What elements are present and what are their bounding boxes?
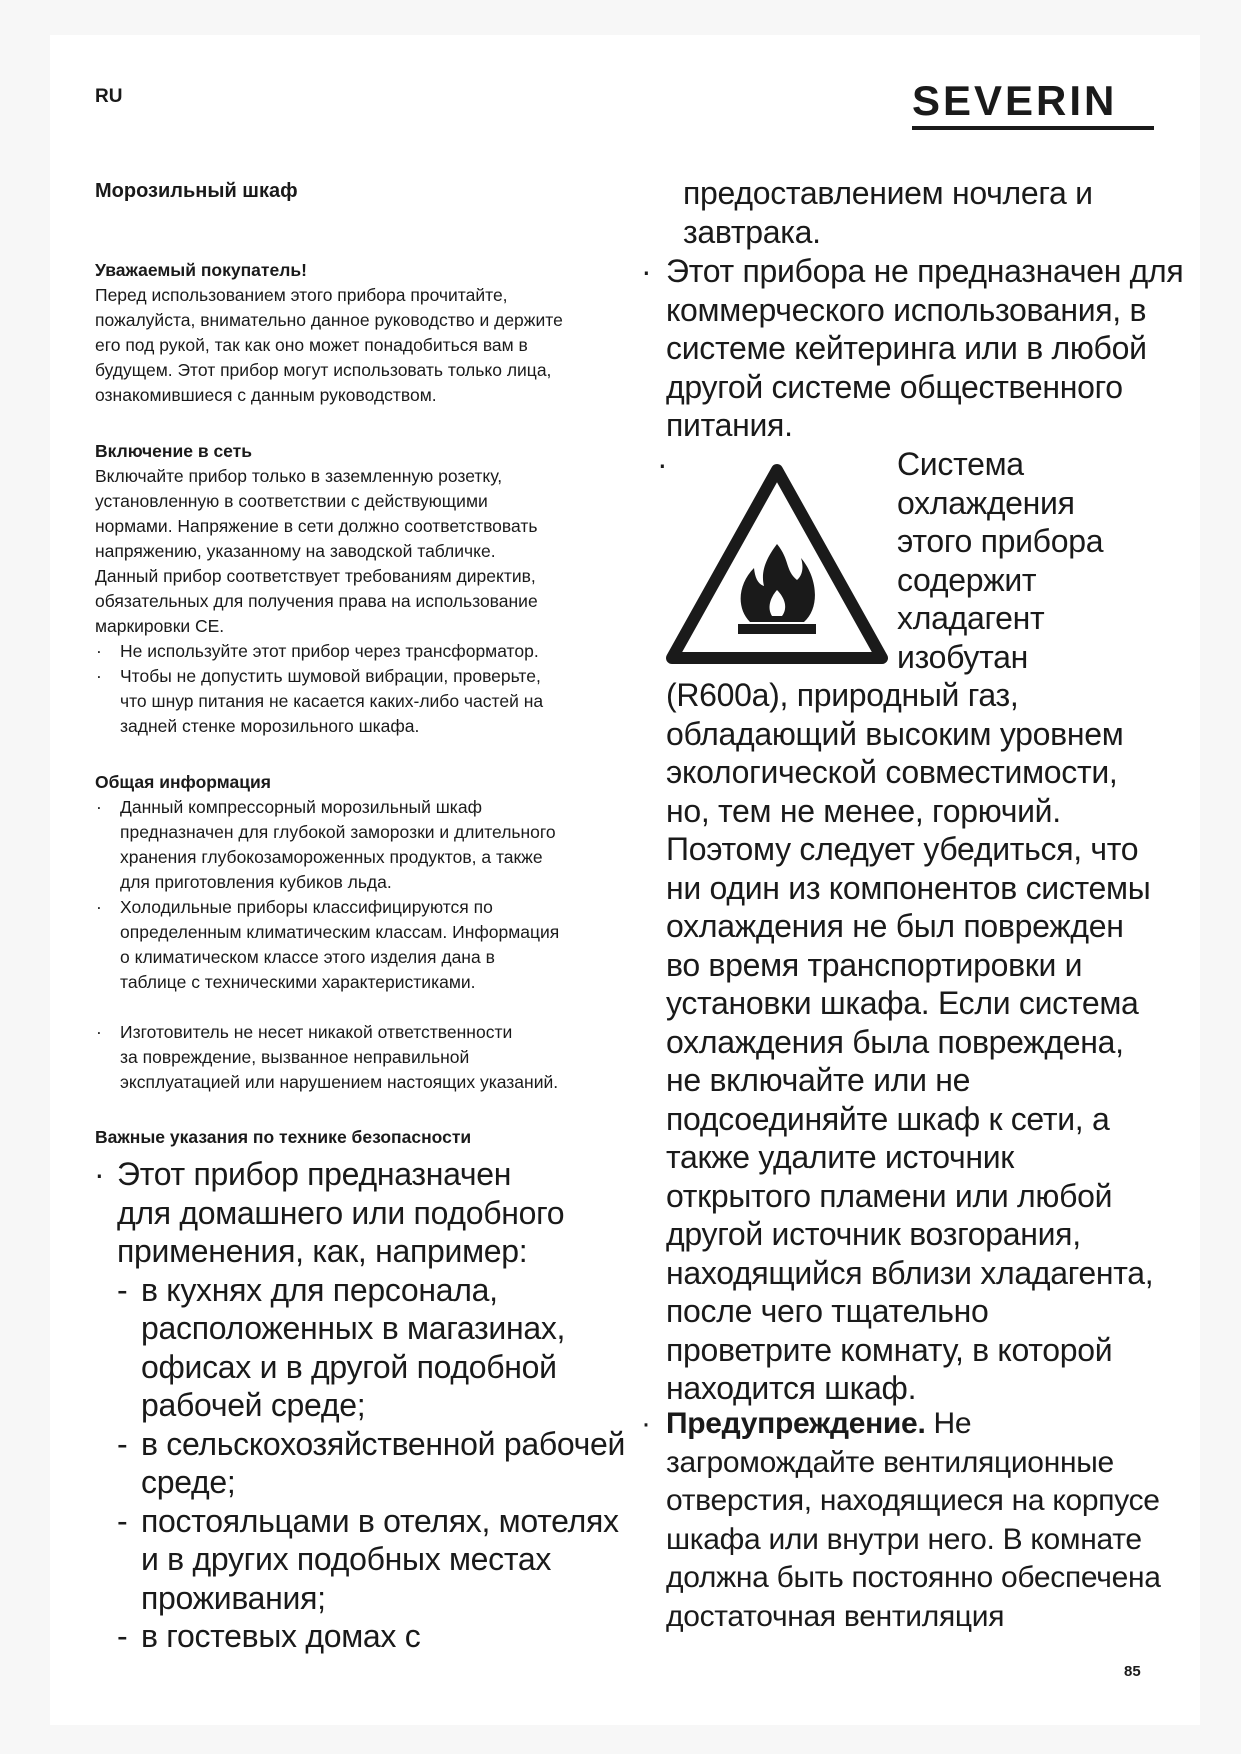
list-item bbox=[640, 1405, 1200, 1636]
usage-item bbox=[117, 1502, 653, 1618]
intro-line: для домашнего или подобного bbox=[117, 1194, 565, 1231]
refrigerant-line: во время транспортировки и bbox=[666, 946, 1083, 983]
usage-line: расположенных в магазинах, bbox=[141, 1310, 566, 1346]
power-section bbox=[95, 439, 615, 739]
power-bullets bbox=[95, 639, 615, 739]
list-item bbox=[95, 895, 615, 995]
warning-line: отверстия, находящиеся на корпусе bbox=[666, 1484, 1160, 1517]
usage-line: - постояльцами в отелях, мотелях bbox=[141, 1502, 619, 1539]
refrigerant-side-line: хладагент bbox=[897, 600, 1045, 636]
power-line: маркировки CE. bbox=[95, 616, 225, 636]
refrigerant-line: но, тем не менее, горючий. bbox=[666, 792, 1061, 829]
refrigerant-side-line: содержит bbox=[897, 561, 1037, 598]
bullet-line: эксплуатацией или нарушением настоящих указаний. bbox=[120, 1072, 559, 1092]
refrigerant-line: Поэтому следует убедиться, что bbox=[666, 831, 1139, 867]
refrigerant-side-line: этого прибора bbox=[897, 523, 1104, 559]
commercial-line: · Этот прибора не предназначен для bbox=[666, 253, 1184, 289]
usage-item bbox=[117, 1271, 653, 1425]
usage-line: рабочей среде; bbox=[141, 1387, 366, 1423]
refrigerant-line: установки шкафа. Если система bbox=[666, 985, 1139, 1021]
refrigerant-side-line: Система bbox=[897, 446, 1024, 482]
warning-label: Предупреждение. bbox=[666, 1407, 926, 1440]
usage-line: - в гостевых домах с bbox=[141, 1618, 421, 1654]
general-section bbox=[95, 770, 615, 1095]
power-line: напряжению, указанному на заводской табличке. bbox=[95, 541, 496, 561]
refrigerant-line: находится шкаф. bbox=[666, 1370, 917, 1406]
power-line: нормами. Напряжение в сети должно соответствовать bbox=[95, 516, 538, 536]
power-line: Данный прибор соответствует требованиям директив, bbox=[95, 566, 536, 586]
ventilation-warning bbox=[640, 1405, 1200, 1636]
refrigerant-line: открытого пламени или любой bbox=[666, 1177, 1113, 1214]
warning-line: шкафа или внутри него. В комнате bbox=[666, 1522, 1142, 1556]
brand-logo: SEVERIN bbox=[912, 80, 1154, 130]
warning-line: достаточная вентиляция bbox=[666, 1599, 1005, 1633]
refrigerant-bullet-mark: · bbox=[657, 446, 668, 482]
list-item bbox=[95, 639, 615, 664]
bullet-line: о климатическом классе этого изделия дана в bbox=[120, 947, 495, 967]
refrigerant-line: охлаждения была повреждена, bbox=[666, 1023, 1124, 1060]
bullet-line: · Данный компрессорный морозильный шкаф bbox=[120, 797, 482, 817]
commercial-line: другой системе общественного bbox=[666, 368, 1123, 405]
power-line: обязательных для получения права на использование bbox=[95, 591, 538, 611]
warning-first-rest: Не bbox=[925, 1407, 972, 1440]
list-item bbox=[93, 1155, 653, 1656]
safety-bullets bbox=[93, 1155, 653, 1656]
bullet-line: · Не используйте этот прибор через трансформатор. bbox=[120, 641, 539, 661]
refrigerant-line: обладающий высоким уровнем bbox=[666, 715, 1124, 752]
usage-line: и в других подобных местах bbox=[141, 1541, 552, 1577]
greeting-line: пожалуйста, внимательно данное руководство и держите bbox=[95, 310, 563, 330]
greeting-section bbox=[95, 258, 615, 408]
refrigerant-line: после чего тщательно bbox=[666, 1293, 989, 1329]
usage-line: - в кухнях для персонала, bbox=[141, 1271, 498, 1308]
refrigerant-line: также удалите источник bbox=[666, 1139, 1015, 1175]
refrigerant-side-line: охлаждения bbox=[897, 484, 1075, 521]
refrigerant-line: другой источник возгорания, bbox=[666, 1216, 1081, 1252]
warning-bullets bbox=[640, 1405, 1200, 1636]
continued-line: предоставлением ночлега и bbox=[683, 175, 1093, 211]
refrigerant-line: ни один из компонентов системы bbox=[666, 869, 1151, 906]
usage-item bbox=[117, 1617, 653, 1656]
flammable-warning-icon bbox=[664, 462, 890, 666]
usage-item bbox=[117, 1425, 653, 1502]
greeting-line: его под рукой, так как оно может понадобиться вам в bbox=[95, 335, 528, 355]
refrigerant-line: проветрите комнату, в которой bbox=[666, 1331, 1113, 1368]
refrigerant-line: подсоединяйте шкаф к сети, а bbox=[666, 1100, 1110, 1137]
power-line: установленную в соответствии с действующими bbox=[95, 491, 488, 511]
commercial-line: питания. bbox=[666, 407, 793, 443]
warning-line: должна быть постоянно обеспечена bbox=[666, 1561, 1161, 1594]
language-code: RU bbox=[95, 86, 123, 107]
greeting-line: Перед использованием этого прибора прочитайте, bbox=[95, 285, 508, 305]
bullet-line: что шнур питания не касается каких-либо частей на bbox=[120, 691, 544, 711]
page-number: 85 bbox=[1124, 1663, 1141, 1680]
bullet-line: · Чтобы не допустить шумовой вибрации, проверьте, bbox=[120, 666, 541, 686]
usage-line: - в сельскохозяйственной рабочей bbox=[141, 1425, 626, 1462]
commercial-line: системе кейтеринга или в любой bbox=[666, 330, 1147, 366]
warning-first-line bbox=[666, 1405, 1200, 1444]
refrigerant-side-text bbox=[897, 445, 1197, 676]
greeting-heading: Уважаемый покупатель! bbox=[95, 260, 307, 280]
refrigerant-line: не включайте или не bbox=[666, 1062, 971, 1098]
usage-line: среде; bbox=[141, 1464, 236, 1500]
refrigerant-line: экологической совместимости, bbox=[666, 754, 1118, 790]
intro-line: применения, как, например: bbox=[117, 1233, 528, 1269]
refrigerant-line: охлаждения не был поврежден bbox=[666, 908, 1124, 944]
bullet-line: за повреждение, вызванное неправильной bbox=[120, 1047, 470, 1067]
bullet-line: задней стенке морозильного шкафа. bbox=[120, 716, 420, 736]
bullet-line: предназначен для глубокой заморозки и длительного bbox=[120, 822, 556, 842]
document-title: Морозильный шкаф bbox=[95, 180, 298, 202]
power-line: Включайте прибор только в заземленную розетку, bbox=[95, 466, 503, 486]
usage-list bbox=[117, 1271, 653, 1656]
bullet-line: · Холодильные приборы классифицируются по bbox=[120, 897, 493, 917]
list-item bbox=[95, 1020, 615, 1095]
safety-intro bbox=[93, 1155, 653, 1656]
bullet-line: хранения глубокозамороженных продуктов, а также bbox=[120, 847, 543, 867]
list-item bbox=[640, 252, 1200, 445]
safety-heading: Важные указания по технике безопасности bbox=[95, 1127, 472, 1147]
greeting-line: будущем. Этот прибор могут использовать только лица, bbox=[95, 360, 552, 380]
usage-line: проживания; bbox=[141, 1579, 326, 1616]
continued-line: завтрака. bbox=[683, 213, 821, 250]
commercial-section bbox=[640, 252, 1200, 445]
warning-line: загромождайте вентиляционные bbox=[666, 1445, 1114, 1479]
greeting-line: ознакомившиеся с данным руководством. bbox=[95, 385, 437, 405]
bullet-line: для приготовления кубиков льда. bbox=[120, 872, 392, 892]
commercial-bullets bbox=[640, 252, 1200, 445]
bullet-line: определенным климатическим классам. Информация bbox=[120, 922, 560, 942]
general-heading: Общая информация bbox=[95, 772, 271, 792]
continued-text bbox=[683, 174, 1203, 251]
refrigerant-line: (R600a), природный газ, bbox=[666, 677, 1019, 713]
bullet-line: · Изготовитель не несет никакой ответственности bbox=[120, 1022, 513, 1042]
bullet-line: таблице с техническими характеристиками. bbox=[120, 972, 476, 992]
refrigerant-side-line: изобутан bbox=[897, 638, 1028, 675]
commercial-line: коммерческого использования, в bbox=[666, 291, 1147, 328]
list-item bbox=[95, 795, 615, 895]
list-item bbox=[95, 664, 615, 739]
usage-line: офисах и в другой подобной bbox=[141, 1348, 557, 1385]
power-heading: Включение в сеть bbox=[95, 441, 253, 461]
refrigerant-text bbox=[666, 676, 1206, 1408]
intro-line: · Этот прибор предназначен bbox=[117, 1156, 512, 1192]
refrigerant-line: находящийся вблизи хладагента, bbox=[666, 1254, 1154, 1291]
general-bullets bbox=[95, 795, 615, 1095]
